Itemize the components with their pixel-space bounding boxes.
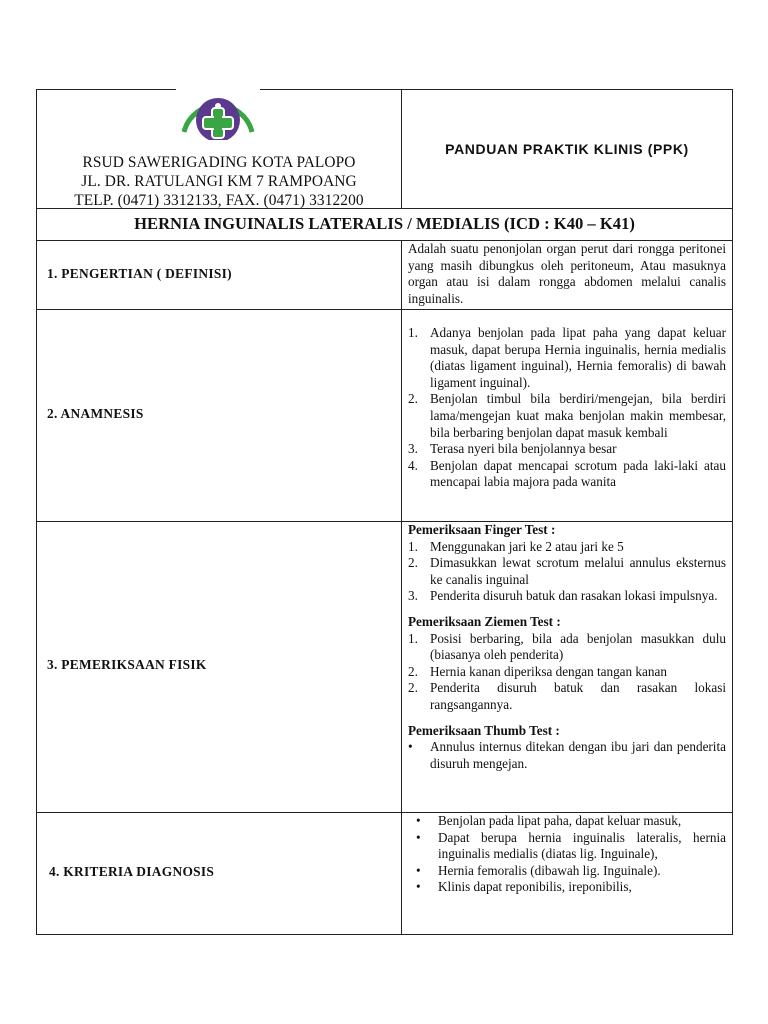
list-number: 2. bbox=[408, 680, 418, 696]
list-item bbox=[408, 664, 726, 681]
list-item bbox=[414, 830, 726, 863]
list-item bbox=[408, 739, 726, 772]
list-text: Penderita disuruh batuk dan rasakan lokasi rangsangannya. bbox=[430, 680, 726, 712]
section-label: 3. PEMERIKSAAN FISIK bbox=[47, 657, 207, 672]
list-text: Penderita disuruh batuk dan rasakan lokasi impulsnya. bbox=[430, 588, 718, 604]
section-label-cell bbox=[37, 310, 402, 521]
list-text: Annulus internus ditekan dengan ibu jari dan penderita disuruh mengejan. bbox=[430, 739, 726, 771]
list-text: Benjolan pada lipat paha, dapat keluar masuk, bbox=[438, 813, 682, 828]
pengertian-text: Adalah suatu penonjolan organ perut dari rongga peritonei yang masih dibungkus oleh peritoneum, Atau masuknya organ atau isi dalam rongga abdomen melalui canalis inguinalis. bbox=[408, 241, 726, 306]
list-text: Klinis dapat reponibilis, ireponibilis, bbox=[438, 879, 632, 895]
list-item bbox=[414, 813, 726, 830]
hospital-header bbox=[37, 90, 402, 208]
list-text: Terasa nyeri bila benjolannya besar bbox=[430, 441, 617, 457]
header-row bbox=[36, 89, 733, 209]
finger-test-heading: Pemeriksaan Finger Test : bbox=[408, 522, 556, 537]
bullet-icon: • bbox=[408, 739, 413, 755]
list-item bbox=[408, 631, 726, 664]
list-item bbox=[414, 863, 726, 880]
section-label-cell bbox=[37, 813, 402, 934]
list-item bbox=[408, 588, 726, 605]
document-title: HERNIA INGUINALIS LATERALIS / MEDIALIS (ICD : K40 – K41) bbox=[134, 214, 635, 233]
hospital-name: RSUD SAWERIGADING KOTA PALOPO bbox=[82, 154, 356, 171]
section-anamnesis bbox=[36, 310, 733, 522]
pemeriksaan-fisik-content bbox=[402, 522, 732, 812]
list-item bbox=[408, 680, 726, 713]
list-text: Posisi berbaring, bila ada benjolan masukkan dulu (biasanya oleh penderita) bbox=[430, 630, 726, 663]
list-item bbox=[408, 441, 726, 458]
bullet-icon: • bbox=[416, 862, 421, 878]
hospital-logo-icon bbox=[176, 84, 260, 140]
list-text: Dimasukkan lewat scrotum melalui annulus eksternus ke canalis inguinal bbox=[430, 555, 726, 587]
list-item bbox=[408, 539, 726, 556]
bullet-icon: • bbox=[416, 813, 421, 828]
section-label: 2. ANAMNESIS bbox=[47, 406, 144, 421]
list-number: 1. bbox=[408, 325, 418, 340]
document-type: PANDUAN PRAKTIK KLINIS (PPK) bbox=[445, 141, 689, 157]
list-text: Menggunakan jari ke 2 atau jari ke 5 bbox=[430, 538, 624, 554]
section-label-cell bbox=[37, 522, 402, 812]
thumb-test-heading: Pemeriksaan Thumb Test : bbox=[408, 722, 560, 738]
list-item bbox=[414, 879, 726, 896]
list-number: 2. bbox=[408, 391, 418, 407]
section-label: 1. PENGERTIAN ( DEFINISI) bbox=[47, 266, 232, 281]
list-number: 2. bbox=[408, 555, 418, 571]
list-number: 3. bbox=[408, 441, 418, 457]
list-number: 1. bbox=[408, 538, 418, 554]
list-number: 2. bbox=[408, 663, 418, 679]
list-number: 4. bbox=[408, 457, 418, 473]
list-item bbox=[408, 391, 726, 441]
section-pemeriksaan-fisik bbox=[36, 522, 733, 813]
hospital-street: JL. DR. RATULANGI KM 7 RAMPOANG bbox=[81, 173, 357, 190]
list-text: Dapat berupa hernia inguinalis lateralis, hernia inguinalis medialis (diatas lig. Inguinale), bbox=[438, 829, 726, 862]
section-label: 4. KRITERIA DIAGNOSIS bbox=[49, 864, 215, 879]
list-text: Benjolan timbul bila berdiri/mengejan, bila berdiri lama/mengejan kuat maka benjolan makin membesar, bila berbaring benjolan dapat masuk kembali bbox=[430, 391, 726, 440]
list-number: 3. bbox=[408, 588, 418, 604]
list-number: 1. bbox=[408, 630, 418, 646]
list-item bbox=[408, 555, 726, 588]
title-row bbox=[36, 209, 733, 241]
list-text: Hernia kanan diperiksa dengan tangan kanan bbox=[430, 663, 667, 679]
list-item bbox=[408, 325, 726, 391]
kriteria-list bbox=[402, 813, 732, 934]
ppk-document bbox=[36, 89, 733, 935]
list-item bbox=[408, 458, 726, 491]
ziemen-test-heading: Pemeriksaan Ziemen Test : bbox=[408, 613, 561, 629]
hospital-logo bbox=[176, 84, 260, 140]
section-pengertian bbox=[36, 241, 733, 310]
list-text: Benjolan dapat mencapai scrotum pada laki-laki atau mencapai labia majora pada wanita bbox=[430, 457, 726, 490]
bullet-icon: • bbox=[416, 879, 421, 895]
hospital-phone: TELP. (0471) 3312133, FAX. (0471) 3312200 bbox=[74, 192, 364, 209]
section-label-cell bbox=[37, 241, 402, 309]
hospital-address bbox=[37, 153, 401, 210]
list-text: Hernia femoralis (dibawah lig. Inguinale). bbox=[438, 862, 661, 878]
section-kriteria-diagnosis bbox=[36, 813, 733, 935]
anamnesis-list bbox=[402, 310, 732, 521]
bullet-icon: • bbox=[416, 829, 421, 845]
list-text: Adanya benjolan pada lipat paha yang dapat keluar masuk, dapat berupa Hernia inguinalis, hernia medialis (diatas ligament inguinal), Hernia femoralis) di bawah ligament inguinal). bbox=[430, 325, 726, 390]
